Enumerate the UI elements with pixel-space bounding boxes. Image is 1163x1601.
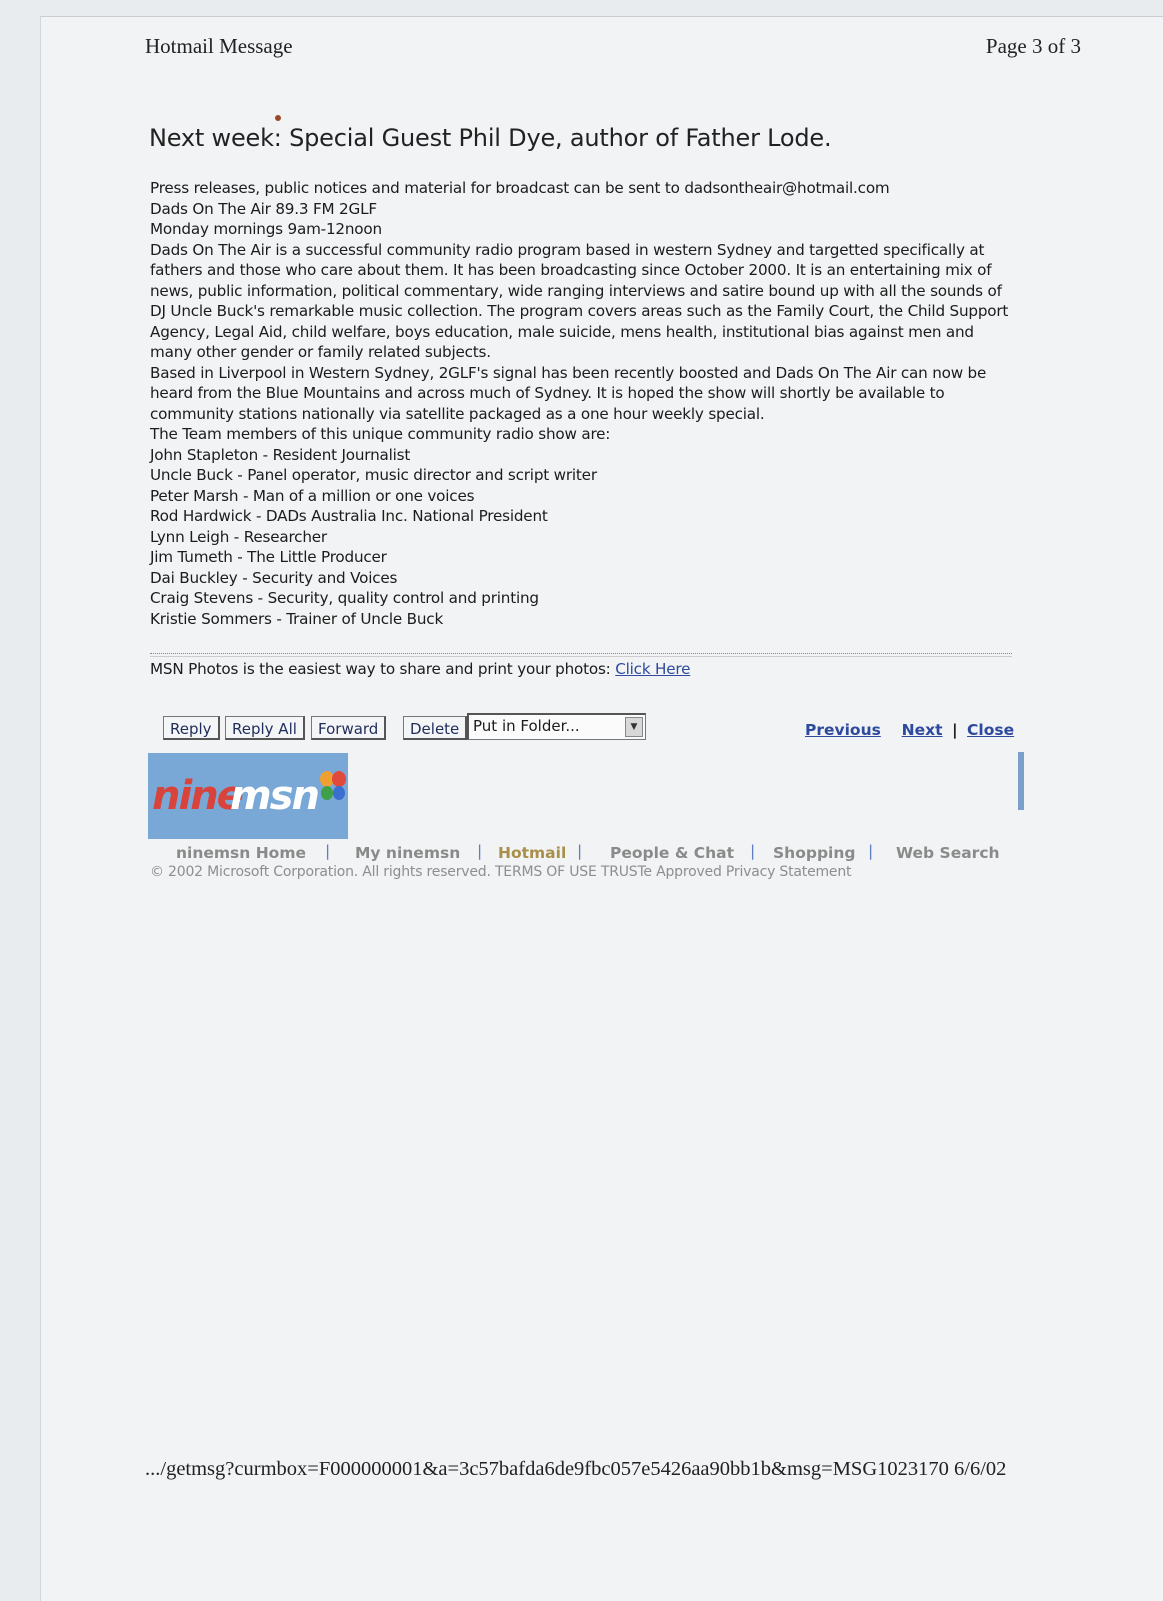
footer-separator: | — [325, 842, 331, 860]
click-here-link[interactable]: Click Here — [615, 660, 691, 678]
msn-butterfly-icon — [318, 769, 348, 803]
footer-separator: | — [477, 842, 483, 860]
message-line: The Team members of this unique community radio show are: — [150, 425, 611, 443]
delete-button[interactable]: Delete — [403, 716, 467, 740]
message-line: Monday mornings 9am-12noon — [150, 220, 382, 238]
print-header-title: Hotmail Message — [145, 34, 293, 58]
footer-link-shopping[interactable]: Shopping — [773, 844, 856, 862]
footer-link-my-ninemsn[interactable]: My ninemsn — [355, 844, 461, 862]
message-paragraph: Based in Liverpool in Western Sydney, 2GLF's signal has been recently boosted and Dads On The Air can now be heard from the Blue Mountains and across much of Sydney. It is hoped the show will shortly be available to community stations nationally via satellite packaged as a one hour weekly special. — [150, 363, 987, 423]
footer-link-hotmail[interactable]: Hotmail — [498, 844, 567, 862]
footer-link-ninemsn-home[interactable]: ninemsn Home — [176, 844, 306, 862]
footer-link-web-search[interactable]: Web Search — [896, 844, 1000, 862]
put-in-folder-select[interactable] — [467, 713, 646, 740]
close-link[interactable]: Close — [967, 721, 1015, 739]
team-member: Rod Hardwick - DADs Australia Inc. National President — [150, 507, 548, 525]
decorative-bar — [1018, 752, 1024, 810]
chevron-down-icon[interactable]: ▼ — [625, 717, 643, 737]
reply-button[interactable]: Reply — [163, 716, 220, 740]
msn-photos-text: MSN Photos is the easiest way to share and print your photos: — [150, 660, 616, 678]
logo-msn-text: msn — [230, 773, 318, 819]
footer-link-people-chat[interactable]: People & Chat — [610, 844, 735, 862]
team-member: Jim Tumeth - The Little Producer — [150, 548, 387, 566]
next-link[interactable]: Next — [901, 721, 943, 739]
footer-separator: | — [868, 842, 874, 860]
logo-nine-text: nine — [152, 773, 242, 819]
previous-link[interactable]: Previous — [805, 721, 881, 739]
message-navigation — [805, 721, 1014, 739]
copyright-notice: © 2002 Microsoft Corporation. All rights reserved. TERMS OF USE TRUSTe Approved Privacy Statement — [150, 864, 852, 880]
msn-photos-promo — [150, 660, 690, 678]
print-footer-url: .../getmsg?curmbox=F000000001&a=3c57bafda6de9fbc057e5426aa90bb1b&msg=MSG1023170 6/6/02 — [145, 1458, 1007, 1480]
message-headline: Next week: Special Guest Phil Dye, author of Father Lode. — [149, 124, 832, 152]
team-member: Dai Buckley - Security and Voices — [150, 568, 398, 587]
team-member: Peter Marsh - Man of a million or one voices — [150, 486, 475, 505]
folder-select-value: Put in Folder... — [473, 717, 580, 735]
message-line: Dads On The Air 89.3 FM 2GLF — [150, 199, 377, 218]
team-member: Lynn Leigh - Researcher — [150, 527, 327, 546]
stray-mark — [275, 115, 281, 121]
ninemsn-logo[interactable] — [148, 753, 348, 839]
team-member: Uncle Buck - Panel operator, music director and script writer — [150, 466, 597, 484]
reply-all-button[interactable]: Reply All — [225, 716, 305, 740]
footer-separator: | — [750, 842, 756, 860]
footer-separator: | — [577, 842, 583, 860]
message-body — [150, 178, 1020, 629]
forward-button[interactable]: Forward — [311, 716, 386, 740]
message-line: Press releases, public notices and material for broadcast can be sent to dadsontheair@hotmail.com — [150, 179, 890, 197]
team-member: Kristie Sommers - Trainer of Uncle Buck — [150, 609, 444, 628]
print-header-page-number: Page 3 of 3 — [985, 34, 1081, 58]
nav-separator: | — [951, 721, 958, 739]
team-member: John Stapleton - Resident Journalist — [150, 445, 411, 464]
divider — [150, 653, 1012, 657]
message-paragraph: Dads On The Air is a successful community radio program based in western Sydney and targetted specifically at fathers and those who care about them. It has been broadcasting since October 2000. It is an entertaining mix of news, public information, political commentary, wide ranging interviews and satire bound up with all the sounds of DJ Uncle Buck's remarkable music collection. The program covers areas such as the Family Court, the Child Support Agency, Legal Aid, child welfare, boys education, male suicide, mens health, institutional bias against men and many other gender or family related subjects. — [150, 240, 1009, 361]
team-member: Craig Stevens - Security, quality control and printing — [150, 589, 539, 607]
